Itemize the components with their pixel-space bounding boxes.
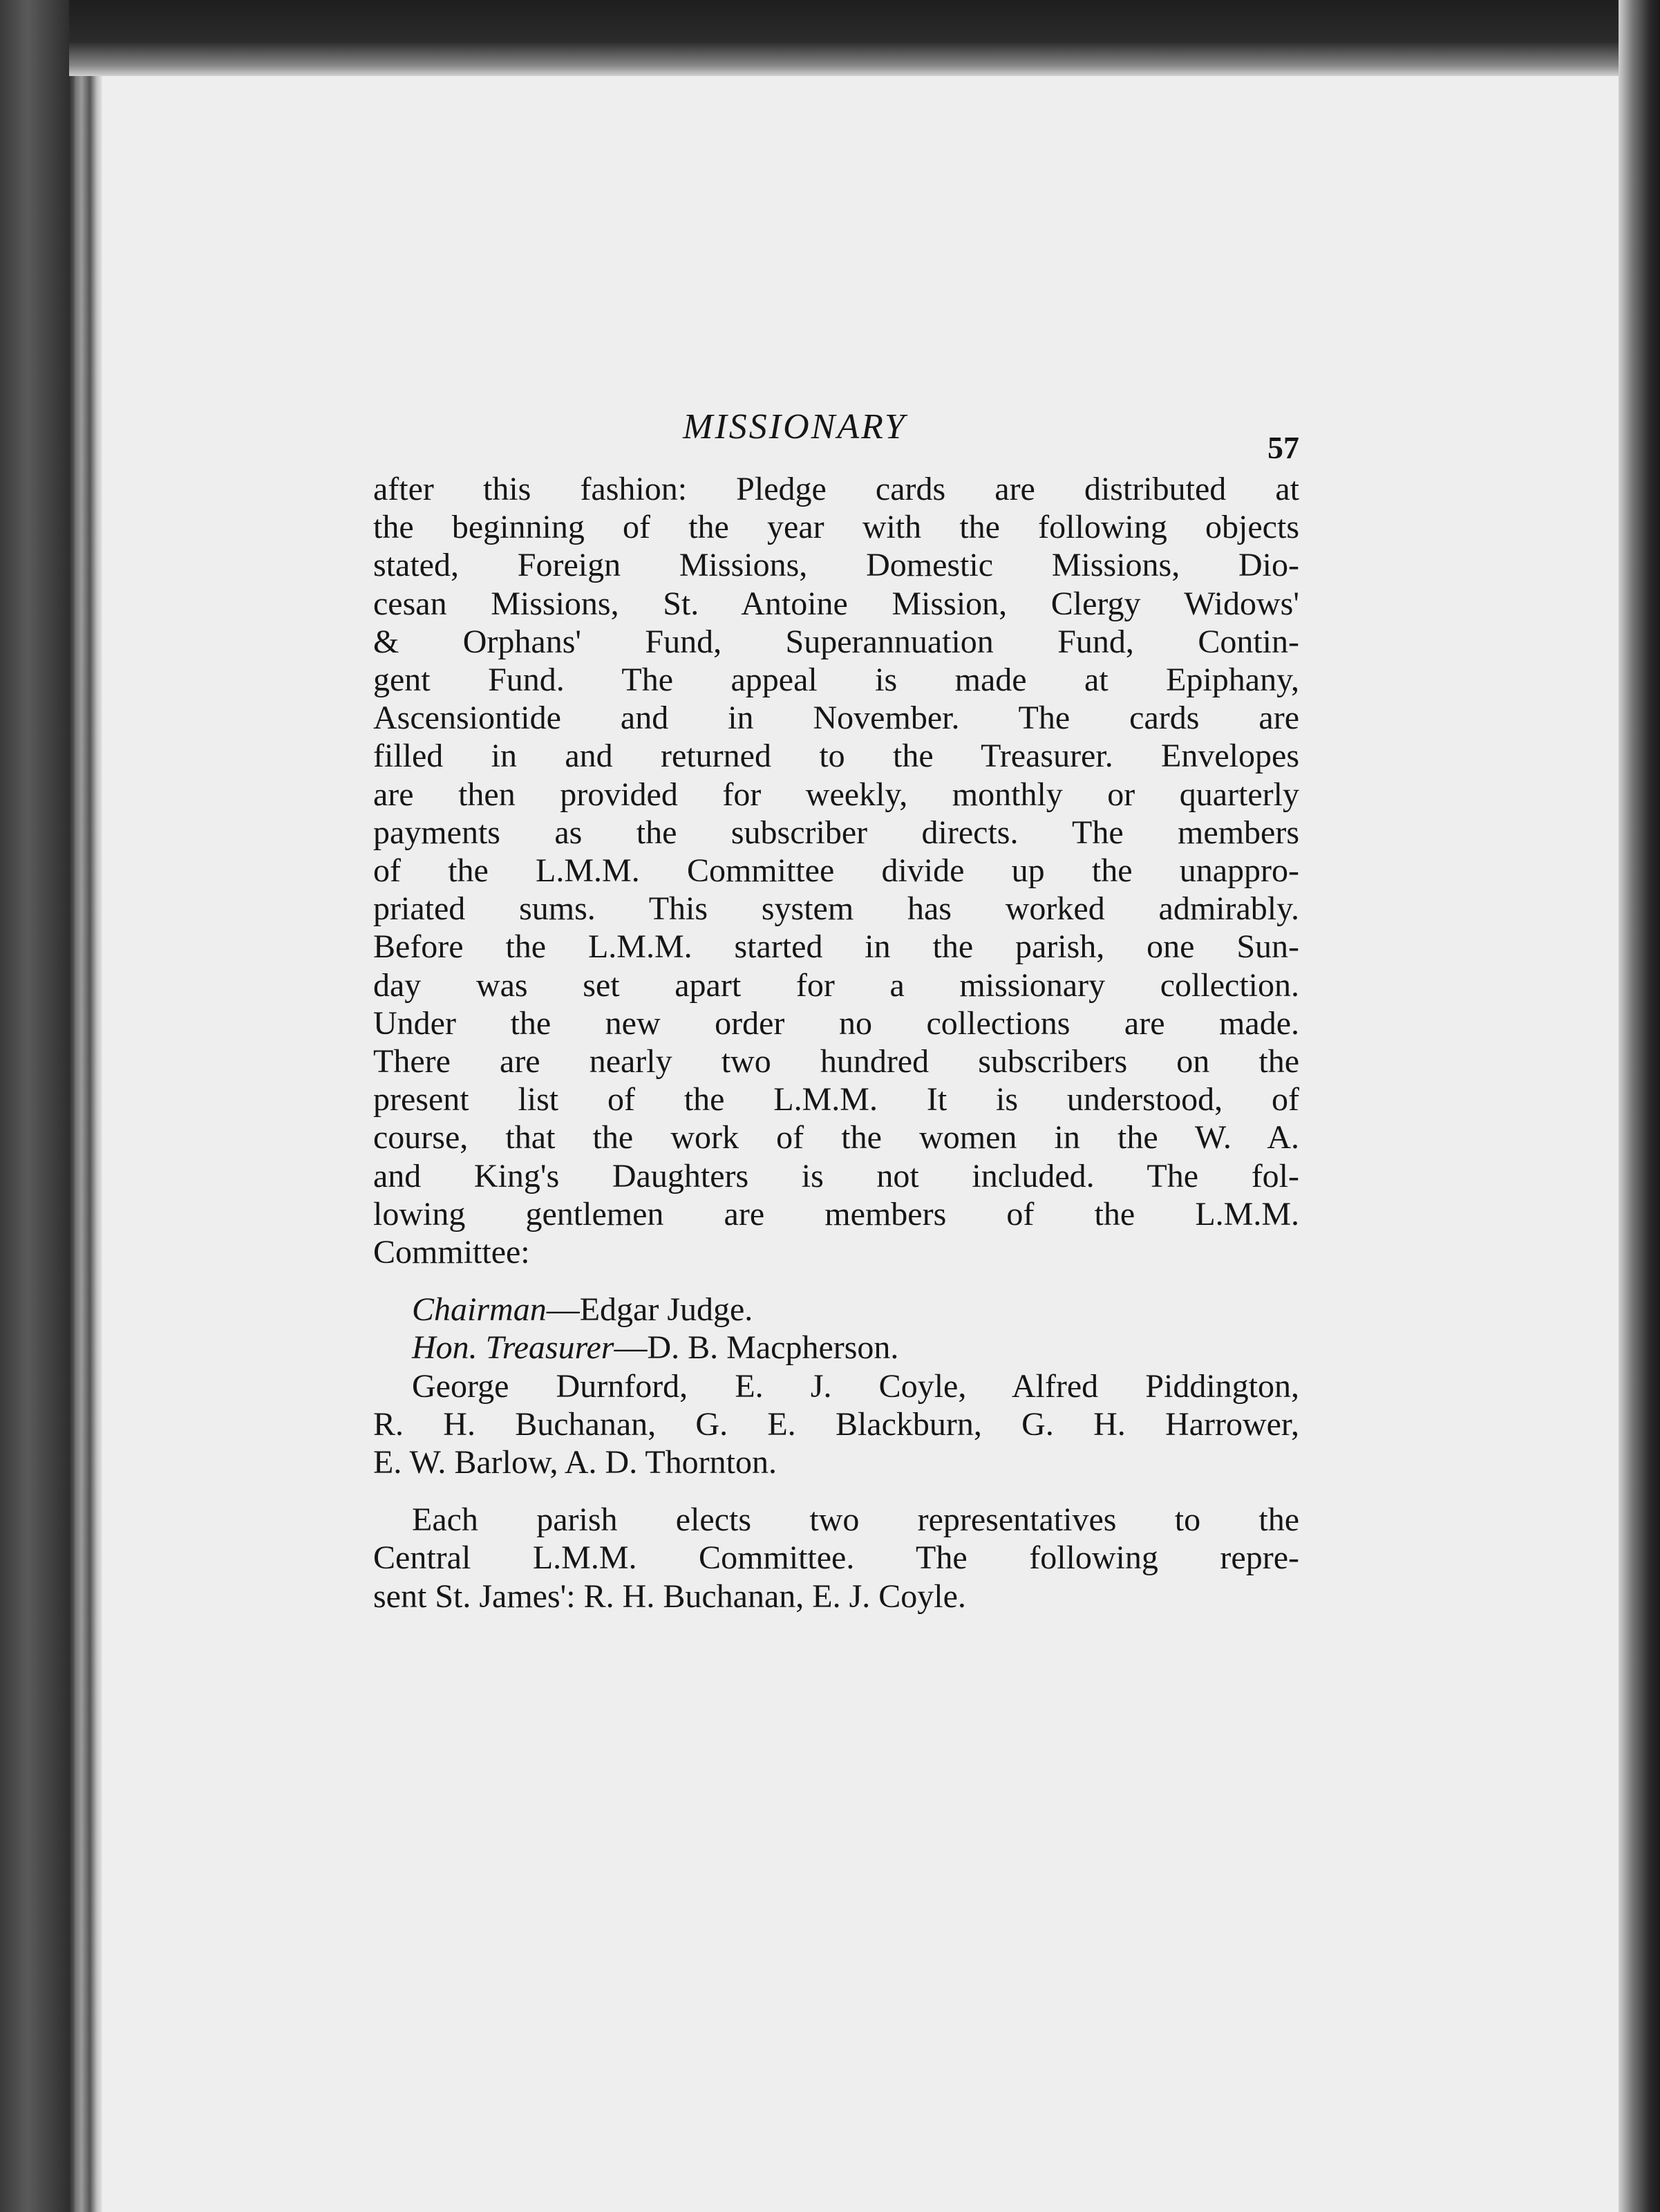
text-line: are then provided for weekly, monthly or quarterly xyxy=(373,776,1299,813)
text-line: Each parish elects two representatives to the xyxy=(412,1501,1299,1539)
page-header xyxy=(373,408,1299,470)
chairman-name: —Edgar Judge. xyxy=(546,1291,753,1329)
chairman-entry xyxy=(412,1291,1299,1329)
text-line: Ascensiontide and in November. The cards are xyxy=(373,700,1299,737)
text-line: payments as the subscriber directs. The members xyxy=(373,814,1299,851)
treasurer-role: Hon. Treasurer xyxy=(412,1329,614,1367)
text-line: filled in and returned to the Treasurer. Envelopes xyxy=(373,738,1299,775)
committee-officers xyxy=(373,1291,1299,1367)
treasurer-name: —D. B. Macpherson. xyxy=(614,1329,899,1367)
text-line: the beginning of the year with the following objects xyxy=(373,509,1299,546)
text-line: R. H. Buchanan, G. E. Blackburn, G. H. Harrower, xyxy=(373,1405,1299,1443)
text-line: sent St. James': R. H. Buchanan, E. J. Coyle. xyxy=(373,1577,966,1615)
paragraph-representatives xyxy=(373,1501,1299,1615)
text-line: stated, Foreign Missions, Domestic Missions, Dio- xyxy=(373,547,1299,584)
paragraph-gap xyxy=(373,1481,1299,1501)
text-line: and King's Daughters is not included. The fol- xyxy=(373,1157,1299,1194)
text-line: present list of the L.M.M. It is understood, of xyxy=(373,1081,1299,1118)
text-line: gent Fund. The appeal is made at Epiphany, xyxy=(373,662,1299,699)
text-line: after this fashion: Pledge cards are distributed at xyxy=(373,471,1299,507)
text-line: Committee: xyxy=(373,1234,530,1271)
text-line: George Durnford, E. J. Coyle, Alfred Piddington, xyxy=(412,1367,1299,1405)
scan-top-edge xyxy=(69,0,1660,76)
text-line: of the L.M.M. Committee divide up the unappro- xyxy=(373,852,1299,890)
text-line: E. W. Barlow, A. D. Thornton. xyxy=(373,1444,777,1481)
text-line: day was set apart for a missionary collection. xyxy=(373,966,1299,1004)
text-line: & Orphans' Fund, Superannuation Fund, Contin- xyxy=(373,623,1299,660)
text-line: course, that the work of the women in the W. A. xyxy=(373,1119,1299,1156)
text-line: Under the new order no collections are made. xyxy=(373,1004,1299,1042)
book-binding xyxy=(75,76,102,2212)
text-line: priated sums. This system has worked admirably. xyxy=(373,890,1299,928)
running-head: MISSIONARY xyxy=(683,407,907,447)
scan-right-edge xyxy=(1619,0,1660,2212)
text-line: cesan Missions, St. Antoine Mission, Clergy Widows' xyxy=(373,585,1299,622)
text-line: lowing gentlemen are members of the L.M.M. xyxy=(373,1195,1299,1232)
chairman-role: Chairman xyxy=(412,1291,547,1329)
page-number: 57 xyxy=(1267,430,1299,465)
committee-members xyxy=(373,1367,1299,1482)
text-line: There are nearly two hundred subscribers on the xyxy=(373,1043,1299,1080)
page-content xyxy=(373,408,1299,1615)
treasurer-entry xyxy=(412,1329,1299,1367)
text-line: Before the L.M.M. started in the parish, one Sun- xyxy=(373,928,1299,966)
paragraph-pledge-system xyxy=(373,470,1299,1271)
text-line: Central L.M.M. Committee. The following repre- xyxy=(373,1539,1299,1577)
paragraph-gap xyxy=(373,1271,1299,1291)
